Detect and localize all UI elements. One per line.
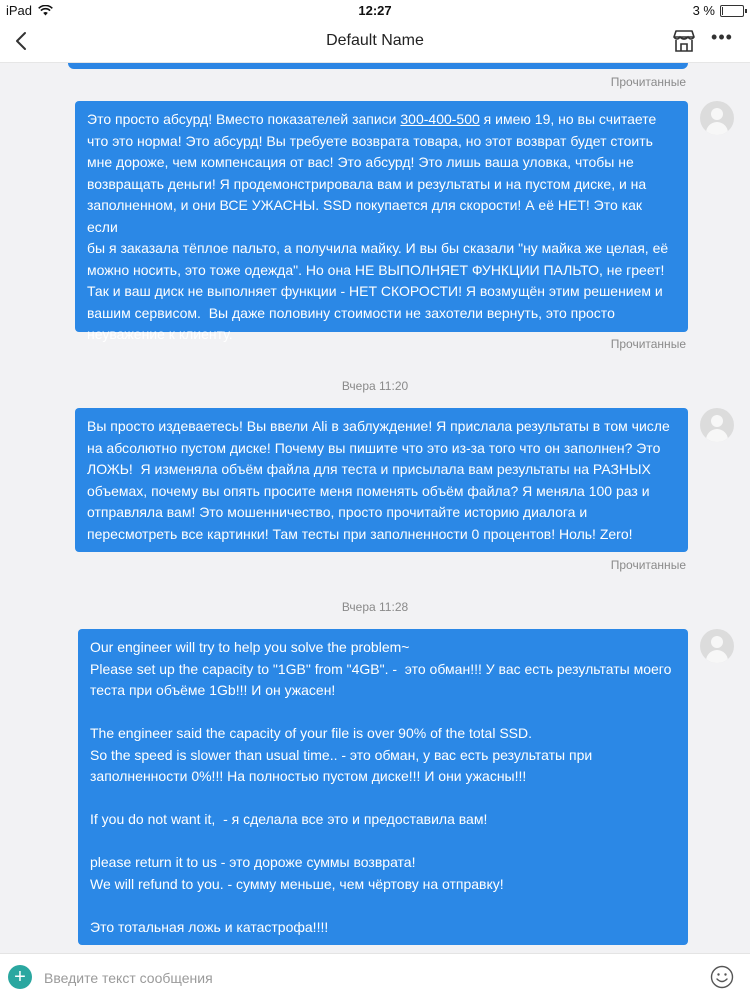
avatar[interactable] (700, 629, 734, 663)
message-text: Это просто абсурд! Вместо показателей записи (87, 111, 401, 127)
battery-fill (722, 7, 723, 15)
status-bar (0, 0, 750, 22)
read-receipt: Прочитанные (610, 75, 686, 89)
message-bubble (75, 408, 688, 552)
message-text: Вы просто издеваетесь! Вы ввели Ali в заблуждение! Я прислала результаты в том числе на абсолютно пустом диске! Почему вы пишите что это из-за того что он заполнен? Это ЛОЖЬ! Я изменяла объём файла для теста и присылала вам результаты на РАЗНЫХ объемах, почему вы опять просите меня поменять объём файла? Я меняла 100 раз и отправляла вам! Это мошенничество, просто прочитайте историю диалога и пересмотреть все картинки! Там тесты при заполненности 0 процентов! Ноль! Zero! (87, 418, 670, 542)
navigation-bar (0, 22, 750, 63)
page-title: Default Name (326, 32, 424, 49)
message-input-bar (0, 953, 750, 1001)
read-receipt: Прочитанные (610, 337, 686, 351)
chat-area[interactable] (0, 63, 750, 953)
message-input[interactable] (42, 962, 701, 994)
chevron-left-icon[interactable] (10, 28, 36, 54)
message-timestamp: Вчера 11:20 (341, 379, 409, 393)
message-timestamp: Вчера 11:28 (341, 600, 409, 614)
read-receipt: Прочитанные (610, 558, 686, 572)
battery-text: 3 % (692, 3, 715, 18)
store-icon[interactable] (670, 27, 698, 55)
status-right (693, 3, 744, 18)
device-name: iPad (6, 3, 33, 18)
message-bubble (78, 629, 688, 945)
message-text: Our engineer will try to help you solve the problem~ Please set up the capacity to "1GB" from "4GB". - это обман!!! У вас есть результаты моего теста при объёме 1Gb!!! И он ужасен! The engineer said the capacity of your file is over 90% of the total SSD. So the speed is slower than usual time.. - это обман, у вас есть результаты при заполненности 0%!!! На полностью пустом диске!!! И они ужасны!!! If you do not want it, - я сделала все это и предоставила вам! please return it to us - это дороже суммы возврата! We will refund to you. - сумму меньше, чем чёртову на отправку! Это тотальная ложь и катастрофа!!!! (90, 639, 672, 935)
message-bubble (75, 101, 688, 342)
status-time: 12:27 (358, 3, 392, 18)
avatar[interactable] (700, 408, 734, 442)
battery-icon (720, 5, 744, 17)
message-text: я имею 19, но вы считаете что это норма! Это абсурд! Вы требуете возврата товара, но этот возврат будет стоить мне дороже, чем компенсация от вас! Это абсурд! Это лишь ваша уловка, чтобы не возвращать деньги! Я продемонстрировала вам и результаты и на пустом диске, и на заполненном, и они ВСЕ УЖАСНЫ. SSD покупается для скорости! А её НЕТ! Это как если бы я заказала тёплое пальто, а получила майку. И вы бы сказали "ну майка же целая, её можно носить, это тоже одежда". Но она НЕ ВЫПОЛНЯЕТ ФУНКЦИИ ПАЛЬТО, не греет! Так и ваш диск не выполняет функции - НЕТ СКОРОСТИ! Я возмущён этим решением и вашим сервисом. Вы даже половину стоимости не захотели вернуть, это просто неуважение к клиенту. (87, 111, 669, 342)
avatar[interactable] (700, 101, 734, 135)
message-bubble-partial (68, 63, 688, 69)
message-underlined-text: 300-400-500 (400, 111, 480, 127)
more-icon[interactable]: ••• (711, 27, 733, 47)
smile-icon[interactable] (710, 965, 734, 989)
plus-icon[interactable]: + (8, 965, 32, 989)
